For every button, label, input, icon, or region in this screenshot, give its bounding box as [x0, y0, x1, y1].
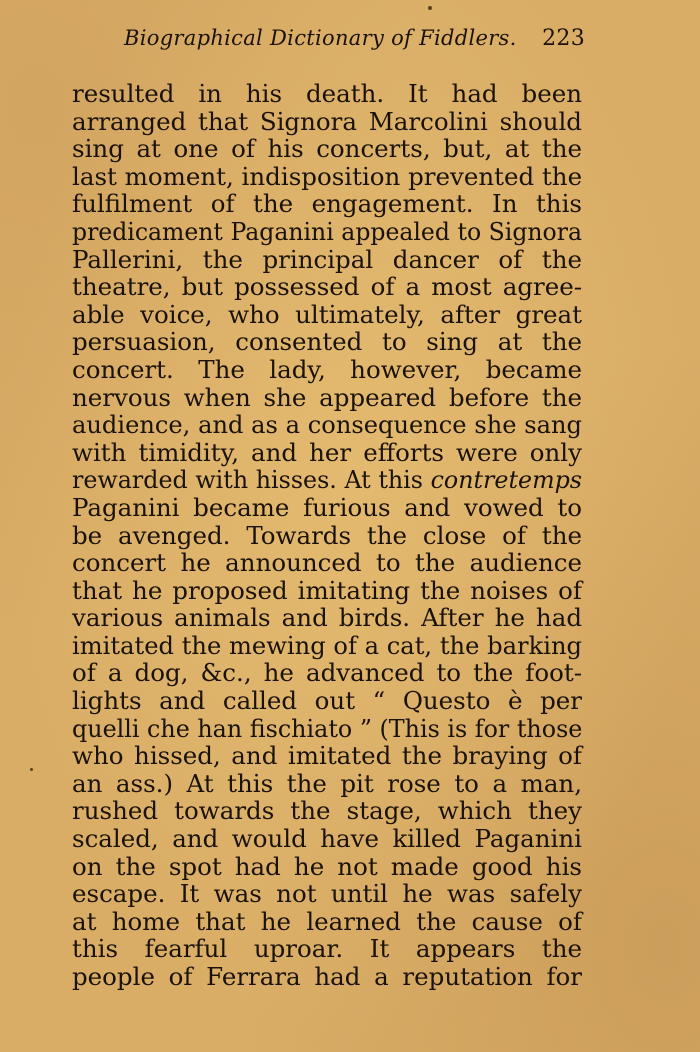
text-line: be avenged. Towards the close of the	[72, 520, 582, 550]
text-line: quelli che han fischiato ” (This is for those	[72, 713, 583, 743]
text-line: persuasion, consented to sing at the	[72, 327, 582, 357]
text-line: nervous when she appeared before the	[72, 382, 582, 412]
text-line: who hissed, and imitated the braying of	[72, 741, 582, 771]
text-line: with timidity, and her efforts were only	[72, 437, 582, 467]
body-text	[72, 80, 582, 991]
italic-phrase: contretemps	[430, 465, 582, 495]
text-line: fulfilment of the engagement. In this	[72, 189, 582, 219]
text-line: concert he announced to the audience	[72, 548, 582, 578]
text-line: at home that he learned the cause of	[72, 906, 582, 936]
text-line: this fearful uproar. It appears the	[72, 934, 582, 964]
text-line: lights and called out “ Questo è per	[72, 686, 582, 716]
text-line: arranged that Signora Marcolini should	[72, 106, 582, 136]
paper-speck	[428, 6, 432, 10]
text-line: that he proposed imitating the noises of	[72, 575, 582, 605]
page-header	[100, 26, 600, 60]
text-line: last moment, indisposition prevented the	[72, 161, 583, 191]
text-line: of a dog, &c., he advanced to the foot-	[72, 658, 582, 688]
text-line: theatre, but possessed of a most agree-	[72, 272, 582, 302]
text-line: imitated the mewing of a cat, the barking	[72, 630, 582, 660]
text-line: sing at one of his concerts, but, at the	[72, 134, 582, 164]
text-line: rushed towards the stage, which they	[72, 796, 582, 826]
text-line: scaled, and would have killed Paganini	[72, 824, 582, 854]
text-line-with-italic	[72, 466, 582, 494]
text-line: escape. It was not until he was safely	[72, 879, 582, 909]
text-line-part: rewarded with hisses. At this	[72, 465, 423, 495]
text-line: people of Ferrara had a reputation for	[72, 962, 582, 991]
text-line: predicament Paganini appealed to Signora	[72, 216, 582, 246]
text-line: Pallerini, the principal dancer of the	[72, 244, 582, 274]
text-line: audience, and as a consequence she sang	[72, 410, 582, 440]
text-line: various animals and birds. After he had	[72, 603, 582, 633]
text-line: concert. The lady, however, became	[72, 354, 582, 384]
text-line: resulted in his death. It had been	[72, 79, 582, 108]
text-line: on the spot had he not made good his	[72, 851, 582, 881]
paper-speck	[30, 768, 33, 771]
text-line: an ass.) At this the pit rose to a man,	[72, 768, 582, 798]
page-number: 223	[542, 26, 585, 51]
running-title: Biographical Dictionary of Fiddlers.	[124, 26, 517, 50]
text-line: able voice, who ultimately, after great	[72, 299, 582, 329]
text-line: Paganini became furious and vowed to	[72, 492, 582, 522]
